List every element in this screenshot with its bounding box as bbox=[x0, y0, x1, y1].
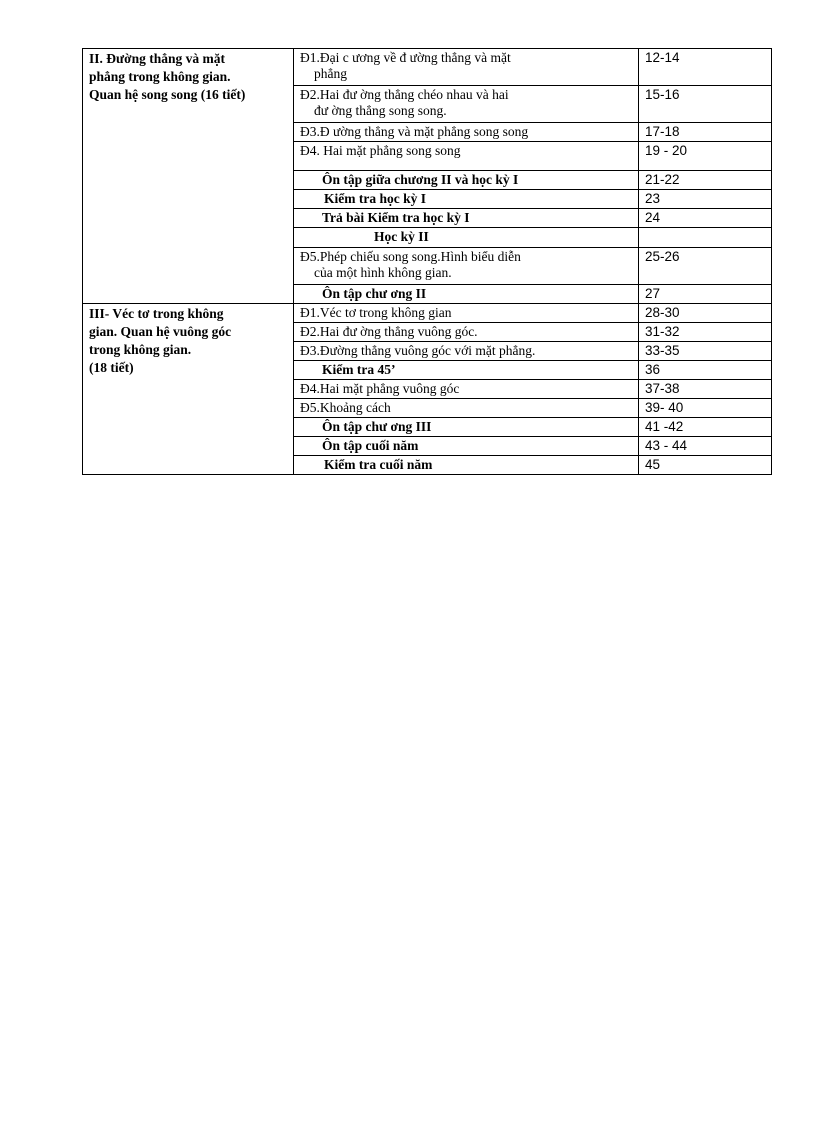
chapter-title-line: Quan hệ song song (16 tiết) bbox=[89, 87, 246, 102]
lesson-cell bbox=[294, 248, 639, 285]
semester-heading: Học kỳ II bbox=[294, 228, 639, 248]
table-row bbox=[83, 49, 772, 86]
chapter-title-line: phẳng trong không gian. bbox=[89, 69, 231, 84]
periods-cell: 19 - 20 bbox=[639, 142, 772, 171]
periods-cell: 27 bbox=[639, 285, 772, 304]
lesson-cell: Kiểm tra học kỳ I bbox=[294, 190, 639, 209]
lesson-cell: Đ4.Hai mặt phẳng vuông góc bbox=[294, 380, 639, 399]
periods-cell: 28-30 bbox=[639, 304, 772, 323]
lesson-cell: Kiểm tra cuối năm bbox=[294, 456, 639, 475]
periods-cell: 36 bbox=[639, 361, 772, 380]
periods-cell: 21-22 bbox=[639, 171, 772, 190]
periods-cell: 12-14 bbox=[639, 49, 772, 86]
periods-cell: 17-18 bbox=[639, 123, 772, 142]
chapter-title-line: (18 tiết) bbox=[89, 360, 134, 375]
lesson-name-continued: đư ờng thẳng song song. bbox=[314, 103, 447, 118]
periods-cell: 45 bbox=[639, 456, 772, 475]
lesson-cell: Đ2.Hai đư ờng thẳng vuông góc. bbox=[294, 323, 639, 342]
lesson-name: Đ5.Phép chiếu song song.Hình biểu diễn bbox=[300, 249, 521, 264]
lesson-cell bbox=[294, 86, 639, 123]
periods-cell: 23 bbox=[639, 190, 772, 209]
lesson-name-continued: phẳng bbox=[314, 66, 347, 81]
lesson-cell: Đ3.Đ ường thẳng và mặt phẳng song song bbox=[294, 123, 639, 142]
lesson-cell: Đ4. Hai mặt phẳng song song bbox=[294, 142, 639, 171]
lesson-cell: Đ1.Véc tơ trong không gian bbox=[294, 304, 639, 323]
lesson-cell: Ôn tập chư ơng II bbox=[294, 285, 639, 304]
chapter-3-title bbox=[83, 304, 294, 475]
lesson-cell bbox=[294, 49, 639, 86]
periods-cell: 39- 40 bbox=[639, 399, 772, 418]
periods-cell: 31-32 bbox=[639, 323, 772, 342]
periods-cell: 33-35 bbox=[639, 342, 772, 361]
chapter-title-line: trong không gian. bbox=[89, 342, 192, 357]
chapter-2-title bbox=[83, 49, 294, 304]
chapter-title-line: II. Đường thẳng và mặt bbox=[89, 51, 225, 66]
lesson-cell: Trả bài Kiểm tra học kỳ I bbox=[294, 209, 639, 228]
lesson-name: Đ1.Đại c ương về đ ường thẳng và mặt bbox=[300, 50, 511, 65]
lesson-cell: Ôn tập giữa chương II và học kỳ I bbox=[294, 171, 639, 190]
periods-cell: 41 -42 bbox=[639, 418, 772, 437]
lesson-plan-table bbox=[82, 48, 772, 475]
periods-cell: 43 - 44 bbox=[639, 437, 772, 456]
chapter-title-line: gian. Quan hệ vuông góc bbox=[89, 324, 232, 339]
table-row bbox=[83, 304, 772, 323]
lesson-cell: Đ3.Đường thẳng vuông góc với mặt phẳng. bbox=[294, 342, 639, 361]
lesson-cell: Ôn tập chư ơng III bbox=[294, 418, 639, 437]
chapter-title-line: III- Véc tơ trong không bbox=[89, 306, 224, 321]
lesson-name-continued: của một hình không gian. bbox=[314, 265, 452, 280]
periods-cell: 37-38 bbox=[639, 380, 772, 399]
periods-cell: 15-16 bbox=[639, 86, 772, 123]
periods-cell bbox=[639, 228, 772, 248]
lesson-cell: Kiểm tra 45’ bbox=[294, 361, 639, 380]
periods-cell: 25-26 bbox=[639, 248, 772, 285]
lesson-cell: Đ5.Khoảng cách bbox=[294, 399, 639, 418]
periods-cell: 24 bbox=[639, 209, 772, 228]
lesson-cell: Ôn tập cuối năm bbox=[294, 437, 639, 456]
lesson-name: Đ2.Hai đư ờng thẳng chéo nhau và hai bbox=[300, 87, 509, 102]
